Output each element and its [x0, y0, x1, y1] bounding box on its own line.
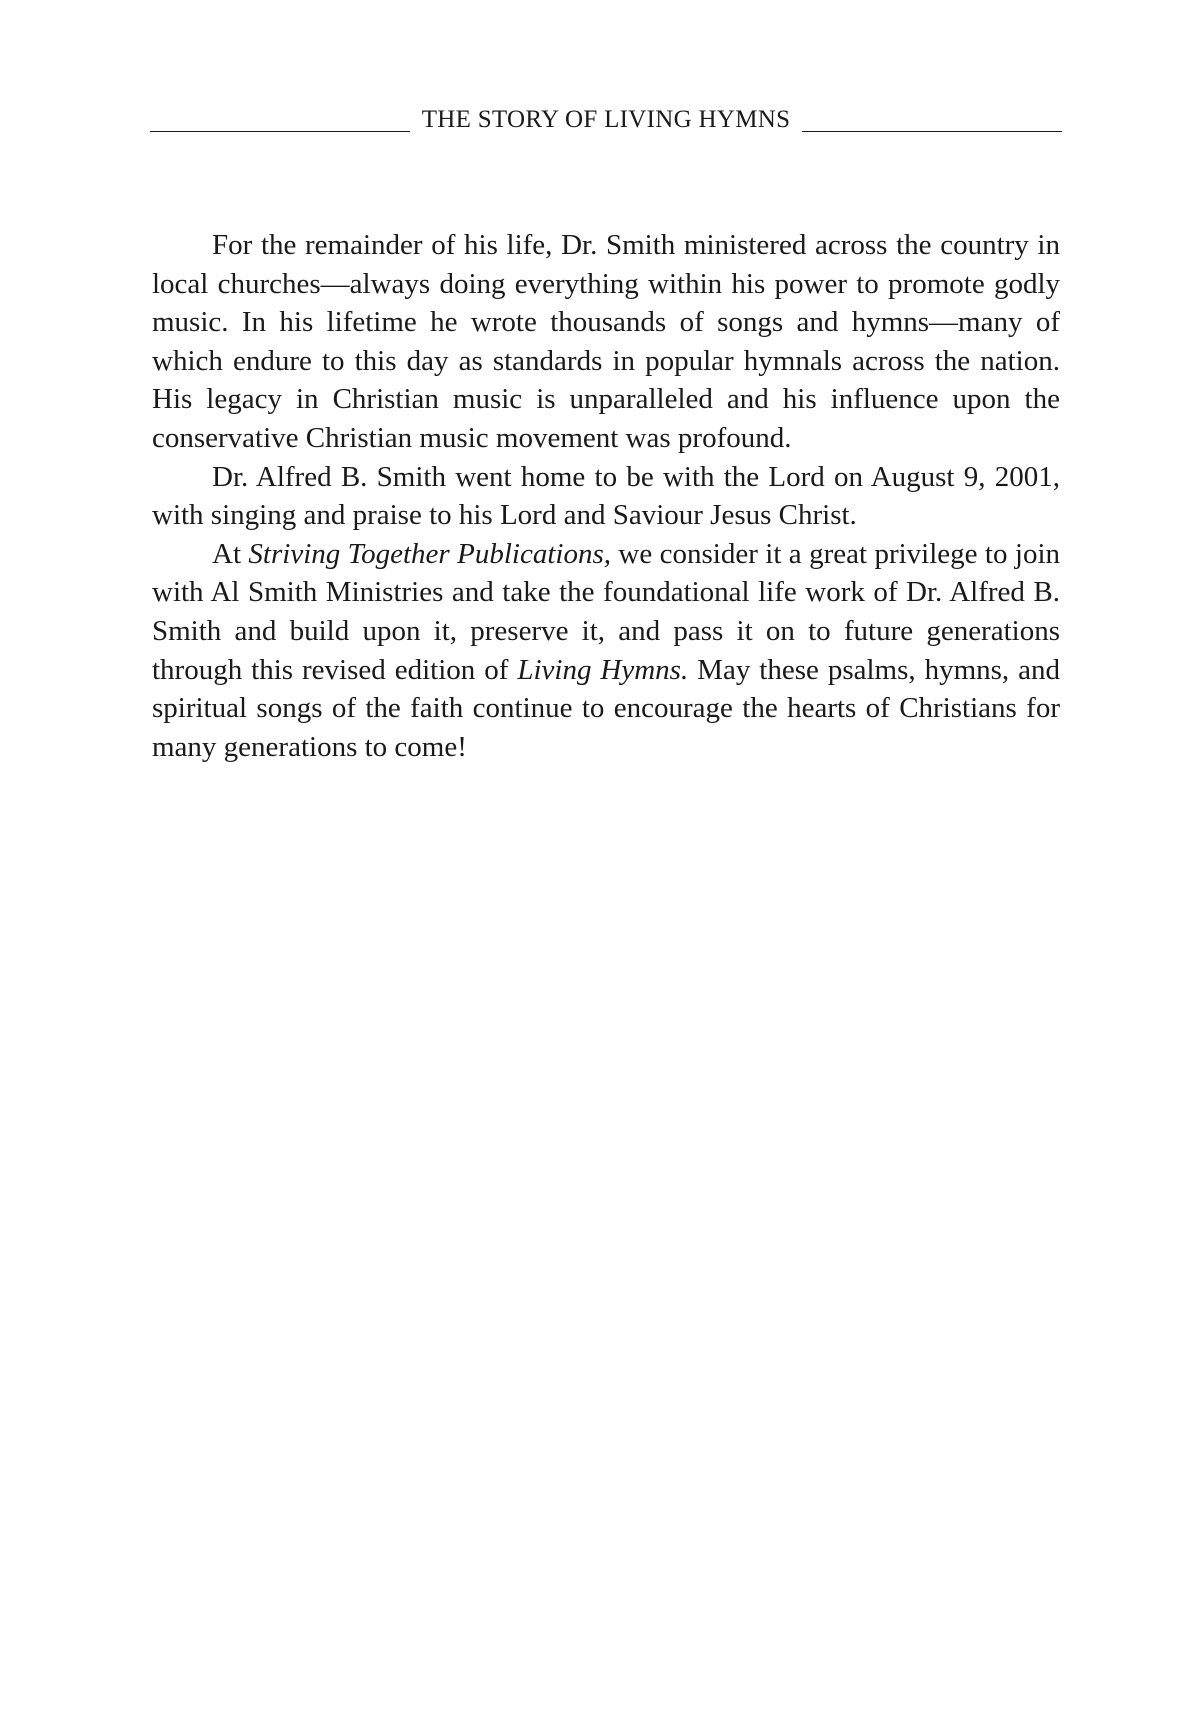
- paragraph-text: At: [212, 537, 249, 570]
- page-body: [152, 226, 1060, 766]
- publisher-name: Striving Together Publications,: [248, 537, 611, 570]
- paragraph-death: Dr. Alfred B. Smith went home to be with the Lord on August 9, 2001, with singing and praise to his Lord and Saviour Jesus Christ.: [152, 460, 1060, 532]
- header-rule-left: [150, 131, 410, 132]
- running-title: THE STORY OF LIVING HYMNS: [421, 106, 791, 133]
- paragraph-publisher: [152, 535, 1060, 767]
- book-title: Living Hymns.: [517, 653, 689, 686]
- paragraph-ministry: For the remainder of his life, Dr. Smith ministered across the country in local churches—always doing everything within his power to promote godly music. In his lifetime he wrote thousands of songs and hymns—many of which endure to this day as standards in popular hymnals across the nation. His legacy in Christian music is unparalleled and his influence upon the conservative Christian music movement was profound.: [152, 229, 1060, 454]
- running-header: [150, 106, 1062, 134]
- paragraph-text: May these psalms, hymns, and spiritual songs of the faith continue to encourage the hearts of Christians for many generations to come!: [152, 653, 1061, 763]
- header-rule-right: [802, 131, 1062, 132]
- paragraph-text: we consider it a great privilege to join with Al Smith Ministries and take the foundational life work of Dr. Alfred B. Smith and build upon it, preserve it, and pass it on to future generations through this revised edition of: [152, 537, 1061, 686]
